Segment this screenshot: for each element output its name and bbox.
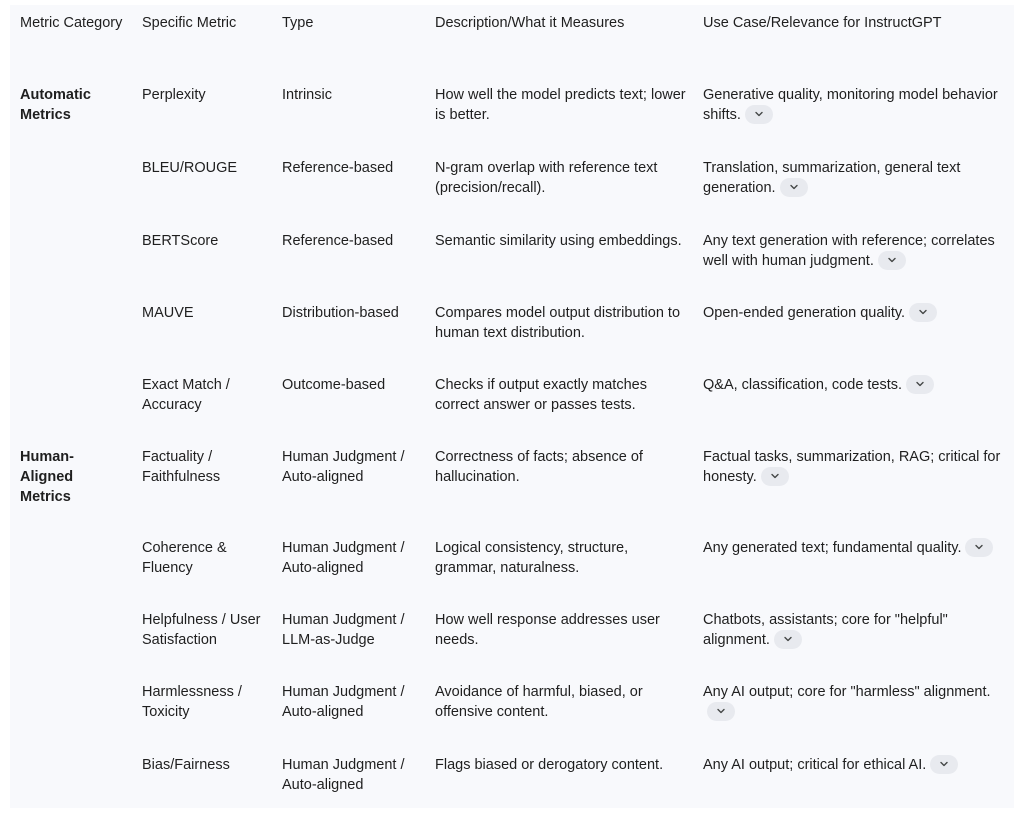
expand-button[interactable] bbox=[774, 630, 802, 649]
use-case-text: Generative quality, monitoring model behavior shifts. bbox=[703, 87, 998, 123]
metric-description: Flags biased or derogatory content. bbox=[435, 757, 664, 773]
metric-description: Correctness of facts; absence of hallucination. bbox=[435, 449, 643, 485]
header-type: Type bbox=[282, 15, 314, 31]
category-human-aligned: Human-Aligned Metrics bbox=[20, 449, 74, 505]
table-row bbox=[10, 158, 1014, 231]
table-row bbox=[10, 231, 1014, 303]
metric-description: Avoidance of harmful, biased, or offensive content. bbox=[435, 684, 643, 720]
metric-type: Intrinsic bbox=[282, 87, 332, 103]
table-row bbox=[10, 610, 1014, 682]
metric-name: Harmlessness / Toxicity bbox=[142, 684, 242, 720]
expand-button[interactable] bbox=[909, 303, 937, 322]
metric-name: Bias/Fairness bbox=[142, 757, 230, 773]
use-case-text: Any AI output; core for "harmless" alignment. bbox=[703, 684, 991, 700]
expand-button[interactable] bbox=[745, 105, 773, 124]
chevron-down-icon bbox=[716, 707, 726, 715]
header-description: Description/What it Measures bbox=[435, 15, 625, 31]
chevron-down-icon bbox=[915, 380, 925, 388]
chevron-down-icon bbox=[974, 543, 984, 551]
metric-name: MAUVE bbox=[142, 305, 194, 321]
category-automatic: Automatic Metrics bbox=[20, 87, 91, 123]
header-metric-category: Metric Category bbox=[20, 15, 123, 31]
metric-description: N-gram overlap with reference text (precision/recall). bbox=[435, 160, 658, 196]
chevron-down-icon bbox=[789, 183, 799, 191]
metric-type: Human Judgment / Auto-aligned bbox=[282, 449, 405, 485]
metric-use-case bbox=[693, 375, 1014, 447]
expand-button[interactable] bbox=[707, 702, 735, 721]
metric-use-case bbox=[693, 538, 1014, 610]
use-case-text: Any generated text; fundamental quality. bbox=[703, 540, 962, 556]
metric-use-case bbox=[693, 447, 1014, 538]
metric-type: Human Judgment / Auto-aligned bbox=[282, 540, 405, 576]
metrics-table bbox=[10, 5, 1014, 815]
use-case-text: Any text generation with reference; correlates well with human judgment. bbox=[703, 233, 995, 269]
metric-name: Helpfulness / User Satisfaction bbox=[142, 612, 261, 648]
table-row bbox=[10, 682, 1014, 755]
chevron-down-icon bbox=[770, 472, 780, 480]
metric-use-case bbox=[693, 682, 1014, 755]
expand-button[interactable] bbox=[965, 538, 993, 557]
metric-name: Factuality / Faithfulness bbox=[142, 449, 221, 485]
use-case-text: Q&A, classification, code tests. bbox=[703, 377, 903, 393]
use-case-text: Chatbots, assistants; core for "helpful" alignment. bbox=[703, 612, 948, 648]
metric-type: Outcome-based bbox=[282, 377, 386, 393]
metric-type: Reference-based bbox=[282, 233, 394, 249]
table-row bbox=[10, 85, 1014, 158]
table-row bbox=[10, 755, 1014, 815]
metric-name: Coherence & Fluency bbox=[142, 540, 227, 576]
metrics-table-card bbox=[10, 5, 1014, 808]
chevron-down-icon bbox=[939, 760, 949, 768]
table-header-row bbox=[10, 5, 1014, 85]
chevron-down-icon bbox=[783, 635, 793, 643]
chevron-down-icon bbox=[887, 256, 897, 264]
metric-use-case bbox=[693, 231, 1014, 303]
use-case-text: Factual tasks, summarization, RAG; critical for honesty. bbox=[703, 449, 1001, 485]
chevron-down-icon bbox=[754, 110, 764, 118]
expand-button[interactable] bbox=[878, 251, 906, 270]
metric-use-case bbox=[693, 158, 1014, 231]
table-row bbox=[10, 447, 1014, 538]
metric-use-case bbox=[693, 303, 1014, 375]
use-case-text: Open-ended generation quality. bbox=[703, 305, 906, 321]
expand-button[interactable] bbox=[780, 178, 808, 197]
metric-use-case bbox=[693, 85, 1014, 158]
metric-description: How well the model predicts text; lower is better. bbox=[435, 87, 686, 123]
metric-type: Human Judgment / Auto-aligned bbox=[282, 684, 405, 720]
table-row bbox=[10, 375, 1014, 447]
metric-type: Distribution-based bbox=[282, 305, 399, 321]
metric-name: BLEU/ROUGE bbox=[142, 160, 238, 176]
metric-type: Human Judgment / Auto-aligned bbox=[282, 757, 405, 793]
metric-type: Reference-based bbox=[282, 160, 394, 176]
chevron-down-icon bbox=[918, 308, 928, 316]
metric-use-case bbox=[693, 755, 1014, 815]
table-row bbox=[10, 303, 1014, 375]
metric-use-case bbox=[693, 610, 1014, 682]
metric-description: Checks if output exactly matches correct answer or passes tests. bbox=[435, 377, 647, 413]
header-use-case: Use Case/Relevance for InstructGPT bbox=[703, 15, 942, 31]
header-specific-metric: Specific Metric bbox=[142, 15, 237, 31]
metric-description: Compares model output distribution to human text distribution. bbox=[435, 305, 681, 341]
metric-name: BERTScore bbox=[142, 233, 219, 249]
expand-button[interactable] bbox=[906, 375, 934, 394]
use-case-text: Translation, summarization, general text generation. bbox=[703, 160, 961, 196]
table-row bbox=[10, 538, 1014, 610]
expand-button[interactable] bbox=[930, 755, 958, 774]
metric-name: Exact Match / Accuracy bbox=[142, 377, 230, 413]
use-case-text: Any AI output; critical for ethical AI. bbox=[703, 757, 927, 773]
metric-description: Logical consistency, structure, grammar, naturalness. bbox=[435, 540, 629, 576]
metric-name: Perplexity bbox=[142, 87, 206, 103]
expand-button[interactable] bbox=[761, 467, 789, 486]
metric-description: How well response addresses user needs. bbox=[435, 612, 660, 648]
metric-type: Human Judgment / LLM-as-Judge bbox=[282, 612, 405, 648]
metric-description: Semantic similarity using embeddings. bbox=[435, 233, 682, 249]
